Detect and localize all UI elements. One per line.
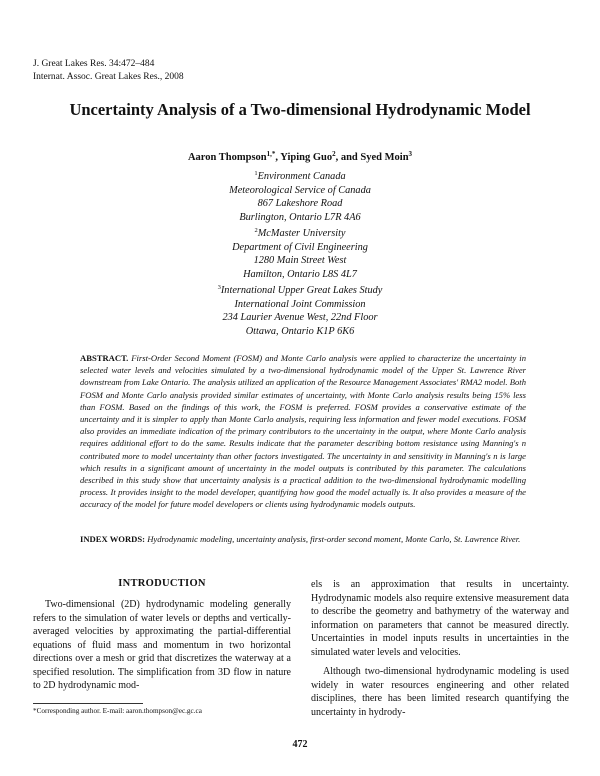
body-column-right [311,578,569,719]
affiliation-2 [0,224,600,281]
journal-citation [33,58,184,83]
abstract [80,352,526,511]
affiliation-line: Environment Canada [257,171,346,182]
journal-line-2: Internat. Assoc. Great Lakes Res., 2008 [33,71,184,82]
affiliation-line: International Joint Commission [234,298,366,310]
affiliation-line: Hamilton, Ontario L8S 4L7 [243,268,357,280]
affiliation-line: 1280 Main Street West [253,255,347,266]
affiliation-line: Department of Civil Engineering [232,241,368,253]
author-affiliation-mark: 2 [332,150,336,158]
affiliation-line: 234 Laurier Avenue West, 22nd Floor [222,312,378,323]
affiliation-number: 2 [254,227,258,234]
body-paragraph: Although two-dimensional hydrodynamic modeling is used widely in water resources engineering and other related disciplines, there has been limited research quantifying the uncertainty in hydrody- [311,666,569,718]
affiliation-3 [0,281,600,338]
index-words [80,533,526,545]
index-words-text: Hydrodynamic modeling, uncertainty analysis, first-order second moment, Monte Carlo, St. Lawrence River. [147,534,521,544]
affiliation-line: Ottawa, Ontario K1P 6K6 [245,325,355,337]
author-name: Aaron Thompson [187,152,267,163]
author-list [0,150,600,163]
abstract-text: First-Order Second Moment (FOSM) and Monte Carlo analysis were applied to characterize the uncertainty in selected water levels and velocities simulated by a two-dimensional hydrodynamic model of the Upper St. Lawrence River downstream from Lake Ontario. The analysis utilized an application of the Resource Management Associates' RMA2 model. Both FOSM and Monte Carlo analysis provided similar estimates of uncertainty, with Monte Carlo analysis results being 15% less than FOSM. Based on the findings of this work, the FOSM is preferred. FOSM provides a conservative estimate of the uncertainty and it is simpler to apply than Monte Carlo analysis, requiring less information and fewer model executions. FOSM also provides an immediate indication of the primary contributors to the uncertainty in the output, where Monte Carlo analysis requires additional effort to do the same. Results indicate that the parameter describing bottom resistance using Manning's n contributed more to model uncertainty than other factors investigated. The uncertainty in and sensitivity in Manning's n is large which results in a significant amount of uncertainty in the model outputs is contributed by this parameter. The calculations described in this study show that uncertainty analysis is a practical addition to the two-dimensional hydrodynamic modelling process. It provides insight to the model developer, quantifying how good the model actually is. It also provides a measure of the accuracy of the model for future model developers or clients using hydrodynamic models outputs. [80,353,526,510]
page-number: 472 [292,739,308,750]
footnote-rule [33,703,143,704]
author-separator: , [275,152,281,163]
author-affiliation-mark: 1,* [266,150,276,158]
body-column-left [33,598,291,693]
affiliation-line: McMaster University [257,228,346,239]
body-paragraph: els is an approximation that results in uncertainty. Hydrodynamic models also require extensive measurement data to describe the geometry and bathymetry of the waterway and information on parameters that cannot be measured directly. Uncertainties in model inputs results in uncertainties in the simulated water levels and velocities. [311,579,569,658]
journal-line-1: J. Great Lakes Res. 34:472–484 [33,59,155,69]
affiliation-1 [0,167,600,224]
author-name: Yiping Guo [280,152,333,163]
paper-title: Uncertainty Analysis of a Two-dimensional Hydrodynamic Model [69,100,531,119]
affiliation-line: 867 Lakeshore Road [257,198,343,209]
footnote: *Corresponding author. E-mail: aaron.thompson@ec.gc.ca [33,707,202,715]
index-words-label: INDEX WORDS: [80,534,146,544]
affiliation-line: Meteorological Service of Canada [229,184,371,196]
author-separator: , and [335,152,361,163]
affiliation-number: 3 [217,284,221,291]
affiliation-line: Burlington, Ontario L7R 4A6 [239,211,361,223]
author-affiliation-mark: 3 [408,150,413,158]
body-paragraph: Two-dimensional (2D) hydrodynamic modeling generally refers to the simulation of water levels or depths and vertically-averaged velocities by approximating the partial-differential equations of fluid mass and momentum in two horizontal directions over a mesh or grid that discretizes the waterway at a specified resolution. The simplification from 3D flow in nature to 2D hydrodynamic mod- [33,599,291,691]
author-name: Syed Moin [360,152,409,163]
affiliation-line: International Upper Great Lakes Study [220,285,383,296]
abstract-label: ABSTRACT. [80,353,129,363]
affiliation-number: 1 [254,170,258,177]
section-heading-introduction: INTRODUCTION [118,578,206,589]
